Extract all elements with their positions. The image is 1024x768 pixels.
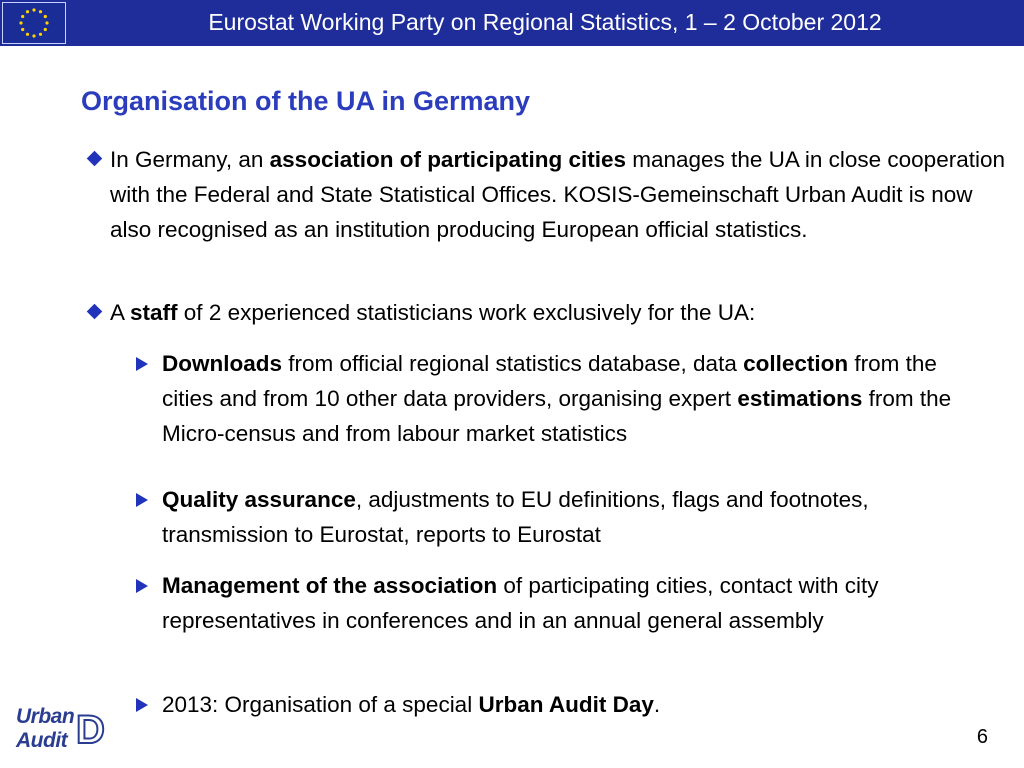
arrow-bullet-icon	[136, 357, 148, 371]
sub-bold-text: Management of the association	[162, 573, 498, 598]
sub-bold-text: Quality assurance	[162, 487, 356, 512]
page-number: 6	[976, 726, 988, 748]
arrow-bullet-icon	[136, 698, 148, 712]
sub-text: of participating cities, contact with city representatives in conferences and in an annual general assembly	[162, 573, 879, 633]
diamond-bullet-icon	[87, 151, 103, 167]
bullet-text: In Germany, an	[110, 147, 270, 172]
urban-audit-logo	[14, 704, 104, 756]
bullet-association	[110, 142, 1005, 247]
sub-text: , adjustments to EU definitions, flags and footnotes, transmission to Eurostat, reports to Eurostat	[162, 487, 869, 547]
sub-bold-text: collection	[743, 351, 849, 376]
sub-bold-text: Downloads	[162, 351, 283, 376]
bullet-bold-text: staff	[130, 300, 178, 325]
sub-bullet-downloads	[162, 346, 982, 451]
logo-line-urban: Urban	[16, 705, 75, 728]
sub-bullet-quality	[162, 482, 982, 552]
arrow-bullet-icon	[136, 493, 148, 507]
sub-text: from the cities and from 10 other data providers, organising expert	[162, 351, 937, 411]
bullet-staff	[110, 295, 1005, 330]
slide-title: Organisation of the UA in Germany	[81, 86, 531, 116]
logo-letter-d: D	[76, 708, 105, 752]
bullet-text: A	[110, 300, 131, 325]
arrow-bullet-icon	[136, 579, 148, 593]
eu-flag-icon	[2, 2, 66, 44]
diamond-bullet-icon	[87, 304, 103, 320]
sub-bold-text: estimations	[737, 386, 863, 411]
header-title: Eurostat Working Party on Regional Statistics, 1 – 2 October 2012	[208, 9, 882, 35]
bullet-text: manages the UA in close cooperation with the Federal and State Statistical Offices. KOSIS-Gemeinschaft Urban Audit is now also recognised as an institution producing European official statistics.	[110, 147, 1005, 242]
sub-bullet-urban-audit-day	[162, 687, 982, 722]
sub-bullet-management	[162, 568, 982, 638]
sub-text: .	[653, 692, 661, 717]
logo-line-audit: Audit	[16, 729, 68, 752]
sub-bold-text: Urban Audit Day	[478, 692, 654, 717]
eu-flag-stars	[3, 3, 65, 43]
sub-text: 2013: Organisation of a special	[162, 692, 479, 717]
sub-text: from official regional statistics database, data	[282, 351, 744, 376]
bullet-bold-text: association of participating cities	[269, 147, 626, 172]
header-bar	[0, 0, 1024, 46]
bullet-text: of 2 experienced statisticians work exclusively for the UA:	[177, 300, 756, 325]
sub-text: from the Micro-census and from labour market statistics	[162, 386, 952, 446]
